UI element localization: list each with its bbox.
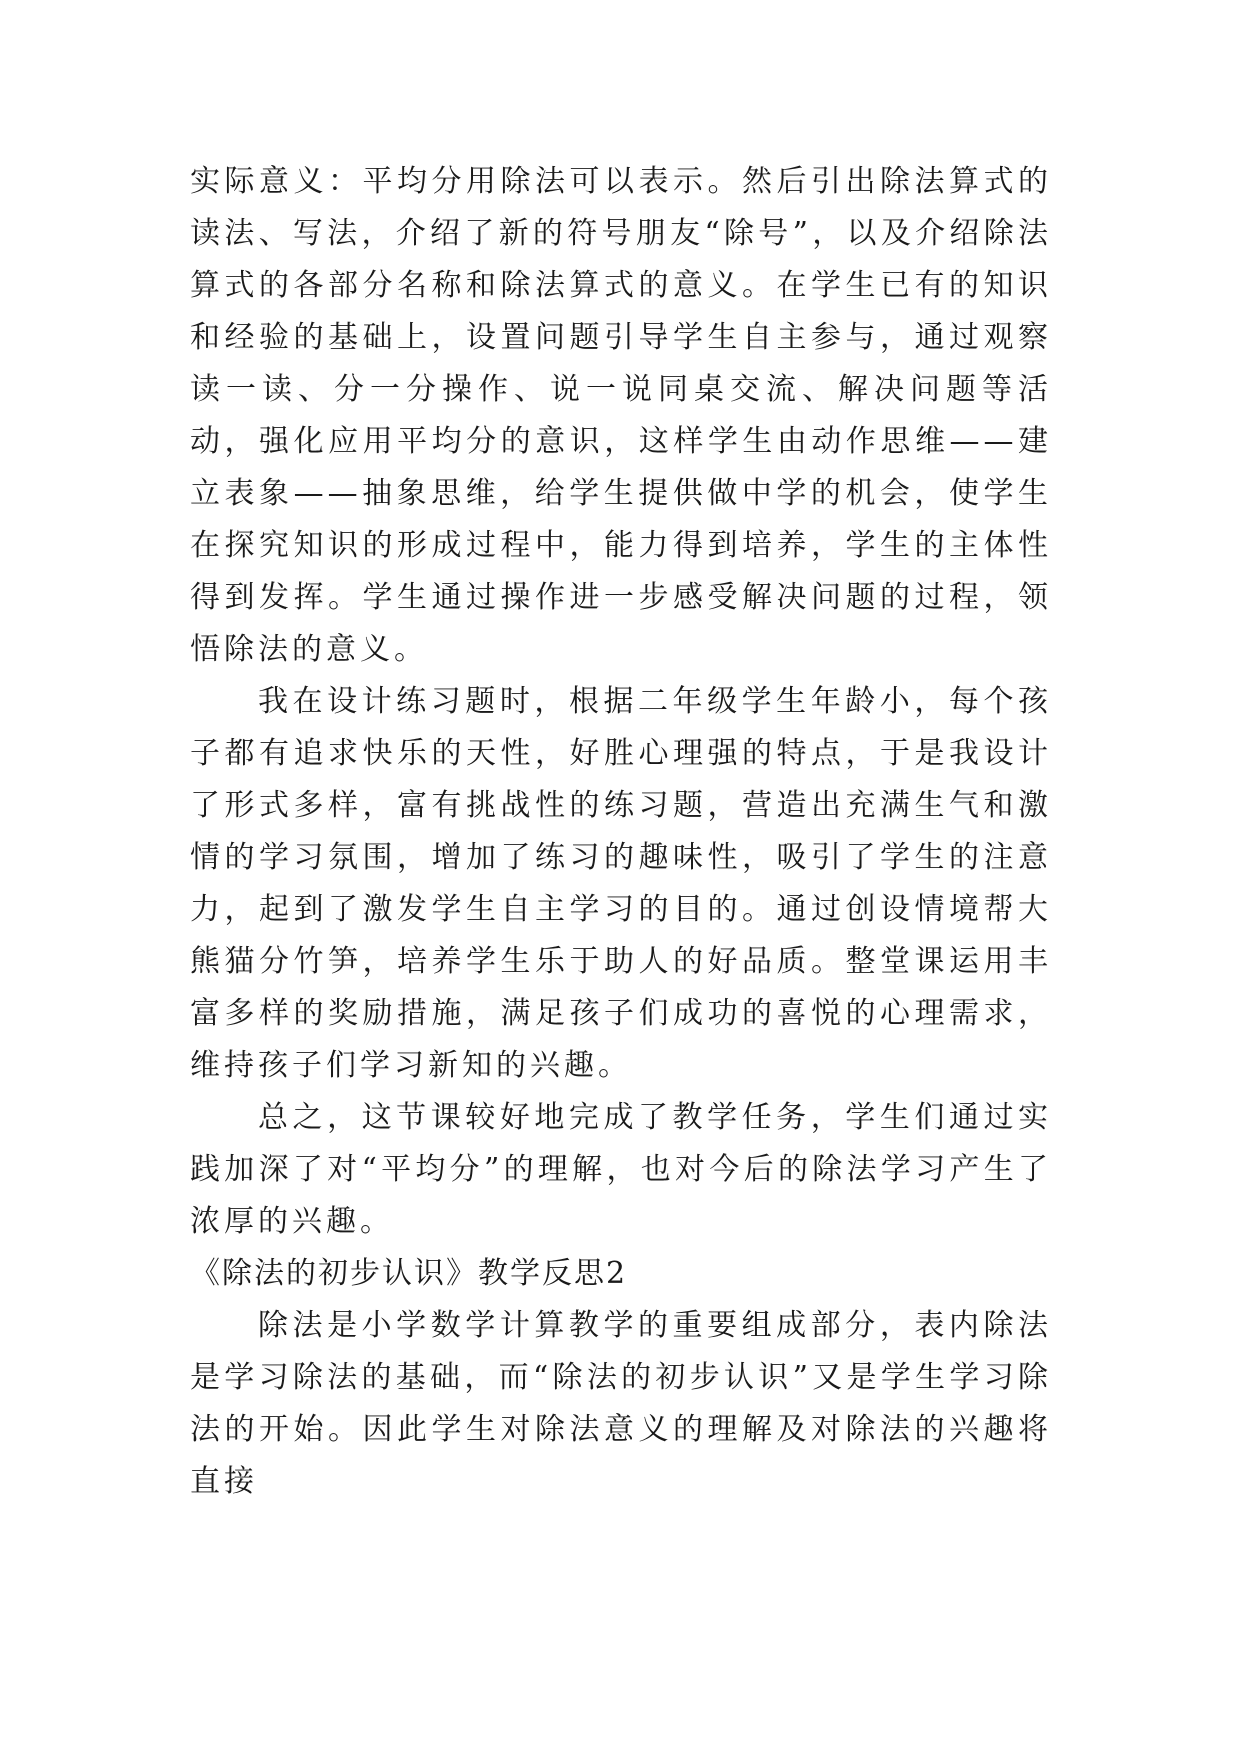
section-paragraph-intro: 除法是小学数学计算教学的重要组成部分，表内除法是学习除法的基础，而“除法的初步认识”又是学生学习除法的开始。因此学生对除法意义的理解及对除法的兴趣将直接 bbox=[190, 1308, 1052, 1499]
document-body bbox=[190, 156, 1052, 1508]
section-title: 《除法的初步认识》教学反思2 bbox=[190, 1256, 628, 1291]
body-paragraph-continued: 实际意义：平均分用除法可以表示。然后引出除法算式的读法、写法，介绍了新的符号朋友“除号”，以及介绍除法算式的各部分名称和除法算式的意义。在学生已有的知识和经验的基础上，设置问题引导学生自主参与，通过观察读一读、分一分操作、说一说同桌交流、解决问题等活动，强化应用平均分的意识，这样学生由动作思维——建立表象——抽象思维，给学生提供做中学的机会，使学生在探究知识的形成过程中，能力得到培养，学生的主体性得到发挥。学生通过操作进一步感受解决问题的过程，领悟除法的意义。 bbox=[190, 164, 1052, 667]
body-paragraph-summary: 总之，这节课较好地完成了教学任务，学生们通过实践加深了对“平均分”的理解，也对今后的除法学习产生了浓厚的兴趣。 bbox=[190, 1100, 1052, 1239]
body-paragraph-exercise-design: 我在设计练习题时，根据二年级学生年龄小，每个孩子都有追求快乐的天性，好胜心理强的特点，于是我设计了形式多样，富有挑战性的练习题，营造出充满生气和激情的学习氛围，增加了练习的趣味性，吸引了学生的注意力，起到了激发学生自主学习的目的。通过创设情境帮大熊猫分竹笋，培养学生乐于助人的好品质。整堂课运用丰富多样的奖励措施，满足孩子们成功的喜悦的心理需求，维持孩子们学习新知的兴趣。 bbox=[190, 684, 1052, 1083]
